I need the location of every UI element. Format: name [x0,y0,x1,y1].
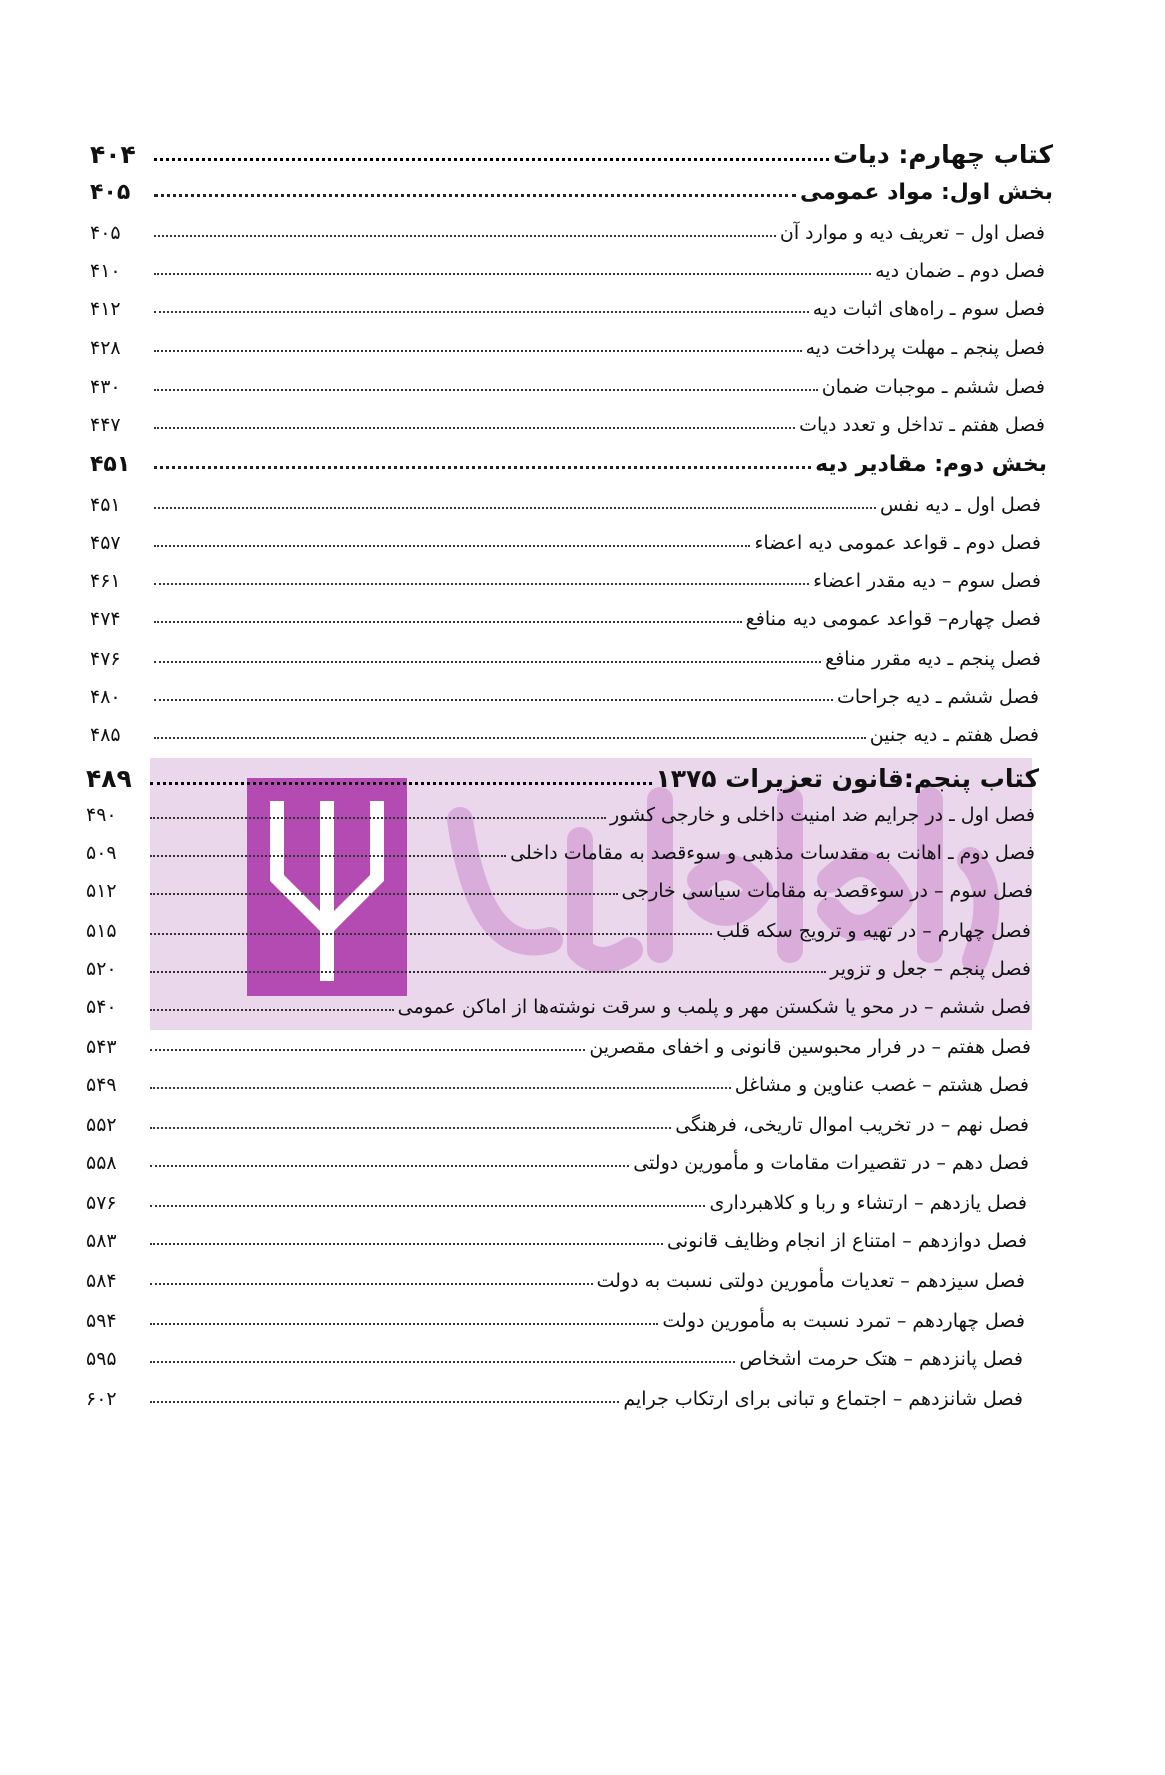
toc-page-number: ۴۵۷ [90,532,121,554]
toc-entry-title: فصل اول ـ دیه نفس [880,494,1041,516]
toc-page-number: ۴۷۶ [90,648,121,670]
toc-entry-title: فصل ششم – در محو یا شکستن مهر و پلمب و سرقت نوشته‌ها از اماکن عمومی [397,996,1031,1018]
toc-entry-title: فصل پنجم ـ مهلت پرداخت دیه [805,337,1045,359]
toc-leader-dots [154,235,776,237]
toc-leader-dots [154,194,796,197]
toc-page-number: ۵۸۳ [86,1230,117,1252]
toc-leader-dots [154,158,829,161]
toc-entry-chapter[interactable] [86,1310,1025,1332]
toc-entry-chapter[interactable] [86,1114,1029,1136]
toc-entry-chapter[interactable] [90,686,1039,708]
toc-leader-dots [154,699,833,701]
toc-page-number: ۵۵۲ [86,1114,117,1136]
toc-entry-title: فصل هفتم ـ تداخل و تعدد دیات [799,414,1045,436]
toc-entry-title: کتاب چهارم: دیات [832,140,1053,169]
toc-page-number: ۵۹۵ [86,1348,117,1370]
toc-entry-chapter[interactable] [90,724,1039,746]
toc-entry-chapter[interactable] [90,532,1041,554]
toc-entry-chapter[interactable] [90,414,1045,436]
toc-page-number: ۴۰۴ [90,140,136,169]
toc-leader-dots [150,817,606,819]
toc-entry-title: فصل شانزدهم – اجتماع و تبانی برای ارتکاب جرایم [623,1388,1023,1410]
toc-entry-chapter[interactable] [86,958,1031,980]
toc-entry-title: فصل یازدهم – ارتشاء و ربا و کلاهبرداری [709,1192,1027,1214]
toc-entry-title: فصل سیزدهم – تعدیات مأمورین دولتی نسبت به دولت [596,1270,1025,1292]
toc-entry-chapter[interactable] [90,494,1041,516]
toc-leader-dots [150,1087,731,1089]
toc-page-number: ۵۷۶ [86,1192,117,1214]
toc-page-number: ۴۰۵ [90,222,121,244]
toc-entry-chapter[interactable] [90,260,1045,282]
toc-page-number: ۵۰۹ [86,842,117,864]
toc-page-number: ۵۸۴ [86,1270,117,1292]
toc-page-number: ۴۲۸ [90,337,121,359]
toc-entry-part[interactable] [90,180,1053,205]
toc-leader-dots [150,855,506,857]
toc-entry-title: فصل دوازدهم – امتناع از انجام وظایف قانونی [667,1230,1027,1252]
toc-leader-dots [150,1009,394,1011]
toc-page-number: ۴۸۹ [86,764,132,793]
toc-page-number: ۵۲۰ [86,958,117,980]
toc-page-number: ۴۹۰ [86,804,117,826]
toc-entry-title: بخش دوم: مقادیر دیه [815,452,1047,477]
toc-entry-title: فصل چهارم– قواعد عمومی دیه منافع [745,608,1041,630]
toc-entry-chapter[interactable] [86,1036,1031,1058]
toc-leader-dots [154,661,821,663]
toc-leader-dots [154,466,811,469]
toc-entry-title: فصل پانزدهم – هتک حرمت اشخاص [739,1348,1023,1370]
toc-page-number: ۴۱۰ [90,260,121,282]
toc-entry-title: فصل سوم ـ راه‌های اثبات دیه [812,298,1045,320]
toc-page-number: ۴۴۷ [90,414,121,436]
toc-entry-chapter[interactable] [86,1230,1027,1252]
toc-entry-chapter[interactable] [90,648,1041,670]
toc-entry-chapter[interactable] [90,337,1045,359]
toc-leader-dots [150,1165,629,1167]
toc-entry-chapter[interactable] [86,1348,1023,1370]
toc-leader-dots [154,273,871,275]
toc-leader-dots [150,1049,585,1051]
toc-entry-title: فصل چهاردهم – تمرد نسبت به مأمورین دولت [662,1310,1025,1332]
toc-page-number: ۴۱۲ [90,298,121,320]
toc-leader-dots [154,350,802,352]
toc-entry-title: فصل دوم ـ اهانت به مقدسات مذهبی و سوءقصد به مقامات داخلی [510,842,1035,864]
toc-entry-title: فصل هفتم – در فرار محبوسین قانونی و اخفای مقصرین [589,1036,1031,1058]
toc-leader-dots [150,933,712,935]
toc-leader-dots [154,507,876,509]
toc-leader-dots [154,389,818,391]
toc-page-number: ۴۸۰ [90,686,121,708]
toc-entry-book[interactable] [90,140,1053,169]
toc-page-number: ۵۱۲ [86,880,117,902]
toc-entry-chapter[interactable] [86,1270,1025,1292]
toc-entry-title: فصل دوم ـ قواعد عمومی دیه اعضاء [754,532,1041,554]
toc-entry-title: فصل هفتم ـ دیه جنین [869,724,1039,746]
toc-page-number: ۵۱۵ [86,920,117,942]
toc-page-number: ۵۴۹ [86,1074,117,1096]
toc-entry-title: فصل ششم ـ موجبات ضمان [821,376,1045,398]
toc-entry-chapter[interactable] [86,920,1031,942]
toc-leader-dots [150,1127,671,1129]
toc-entry-part[interactable] [90,452,1047,477]
toc-entry-title: بخش اول: مواد عمومی [800,180,1053,205]
toc-entry-chapter[interactable] [86,880,1033,902]
toc-leader-dots [150,1243,663,1245]
toc-leader-dots [150,1401,619,1403]
toc-page-number: ۴۷۴ [90,608,121,630]
toc-entry-chapter[interactable] [86,996,1031,1018]
toc-entry-chapter[interactable] [90,222,1045,244]
toc-leader-dots [150,1361,735,1363]
toc-page-number: ۴۵۱ [90,494,121,516]
toc-page-number: ۵۴۰ [86,996,117,1018]
toc-entry-chapter[interactable] [86,1388,1023,1410]
toc-leader-dots [154,545,750,547]
toc-page-number: ۴۰۵ [90,180,131,205]
toc-entry-chapter[interactable] [90,608,1041,630]
toc-entry-title: فصل اول ـ در جرایم ضد امنیت داخلی و خارجی کشور [610,804,1035,826]
toc-page-number: ۵۴۳ [86,1036,117,1058]
toc-entry-chapter[interactable] [86,1192,1027,1214]
toc-page-number: ۵۵۸ [86,1152,117,1174]
toc-page-number: ۶۰۲ [86,1388,117,1410]
toc-entry-book[interactable] [86,764,1039,793]
toc-entry-chapter[interactable] [86,1074,1029,1096]
toc-entry-chapter[interactable] [86,804,1035,826]
toc-entry-chapter[interactable] [90,298,1045,320]
toc-entry-chapter[interactable] [86,842,1035,864]
toc-leader-dots [154,737,866,739]
toc-page-number: ۴۶۱ [90,570,121,592]
toc-leader-dots [150,893,618,895]
toc-page-number: ۴۸۵ [90,724,121,746]
toc-page-number: ۴۳۰ [90,376,121,398]
toc-entry-title: فصل سوم – در سوءقصد به مقامات سیاسی خارجی [621,880,1033,902]
toc-entry-title: فصل سوم – دیه مقدر اعضاء [813,570,1041,592]
toc-entry-title: فصل چهارم – در تهیه و ترویج سکه قلب [716,920,1031,942]
toc-entry-title: فصل نهم – در تخریب اموال تاریخی، فرهنگی [675,1114,1029,1136]
toc-entry-chapter[interactable] [86,1152,1029,1174]
toc-entry-chapter[interactable] [90,570,1041,592]
toc-entry-chapter[interactable] [90,376,1045,398]
toc-entry-title: فصل پنجم ـ دیه مقرر منافع [825,648,1041,670]
toc-entry-title: فصل دوم ـ ضمان دیه [875,260,1045,282]
toc-entry-title: فصل هشتم – غصب عناوین و مشاغل [734,1074,1029,1096]
toc-entry-title: کتاب پنجم:قانون تعزیرات ۱۳۷۵ [655,764,1039,793]
toc-entry-title: فصل پنجم – جعل و تزویر [830,958,1031,980]
toc-entry-title: فصل اول – تعریف دیه و موارد آن [779,222,1045,244]
toc-entry-title: فصل دهم – در تقصیرات مقامات و مأمورین دولتی [633,1152,1029,1174]
toc-leader-dots [150,971,826,973]
toc-leader-dots [150,1283,593,1285]
toc-leader-dots [154,583,809,585]
toc-leader-dots [154,311,809,313]
toc-entry-title: فصل ششم ـ دیه جراحات [836,686,1039,708]
toc-leader-dots [154,427,795,429]
toc-leader-dots [150,1205,705,1207]
toc-leader-dots [150,782,652,785]
toc-page-number: ۵۹۴ [86,1310,117,1332]
toc-leader-dots [150,1323,658,1325]
toc-leader-dots [154,621,742,623]
toc-page-number: ۴۵۱ [90,452,131,477]
